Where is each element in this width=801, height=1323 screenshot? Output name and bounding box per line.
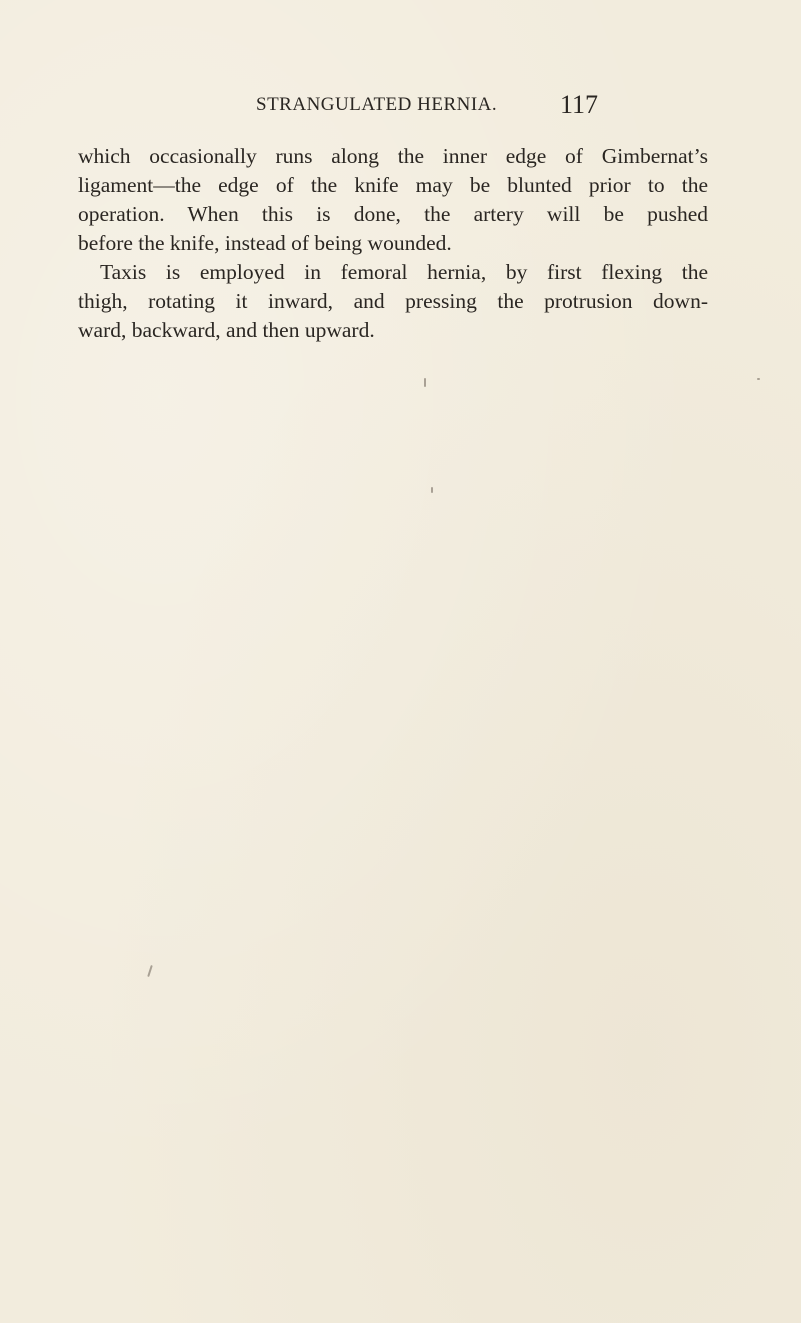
paper-speck — [757, 378, 760, 380]
text-line: which occasionally runs along the inner edge of Gimbernat’s — [78, 144, 708, 168]
text-line: ligament—the edge of the knife may be blunted prior to the — [78, 173, 708, 197]
paper-speck — [424, 378, 426, 387]
text-line: before the knife, instead of being wounded. — [78, 231, 452, 255]
text-line: operation. When this is done, the artery will be pushed — [78, 202, 708, 226]
running-title: STRANGULATED HERNIA. — [256, 94, 498, 115]
paragraph-2 — [78, 258, 708, 345]
text-line: thigh, rotating it inward, and pressing the protrusion down- — [78, 289, 708, 313]
page-number: 117 — [560, 90, 599, 119]
paragraph-1 — [78, 142, 708, 258]
text-line: ward, backward, and then upward. — [78, 318, 375, 342]
running-head — [0, 90, 801, 130]
body-text — [78, 142, 708, 345]
text-line: Taxis is employed in femoral hernia, by first flexing the — [100, 260, 708, 284]
paper-speck — [147, 965, 153, 977]
paper-speck — [431, 487, 433, 493]
